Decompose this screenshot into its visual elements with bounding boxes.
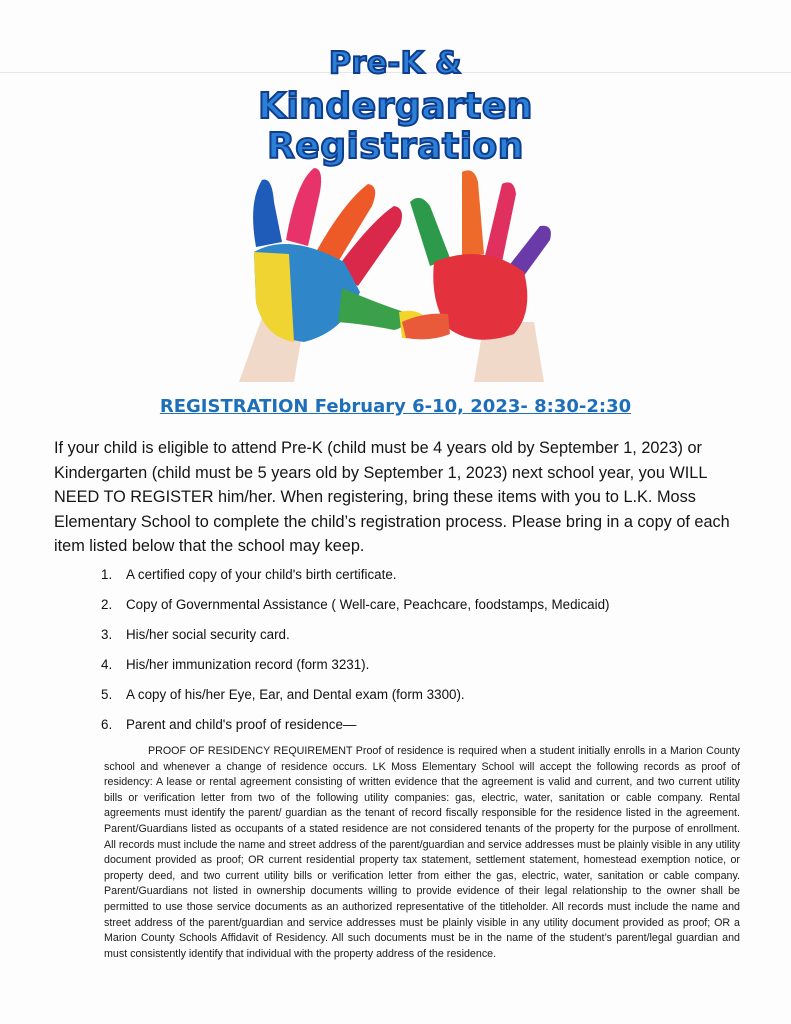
title-line-1: Pre-K & [329,46,462,81]
list-item: 2. Copy of Governmental Assistance ( Well-care, Peachcare, foodstamps, Medicaid) [101,595,741,625]
list-item: 4. His/her immunization record (form 3231). [101,655,741,685]
list-item-text: His/her immunization record (form 3231). [126,657,370,672]
list-item: 5. A copy of his/her Eye, Ear, and Dental exam (form 3300). [101,685,741,715]
title-line-2: Kindergarten [258,86,533,127]
right-hand [402,170,551,382]
list-item-text: Parent and child's proof of residence— [126,717,357,732]
list-item-text: A certified copy of your child's birth certificate. [126,567,397,582]
list-item: 3. His/her social security card. [101,625,741,655]
registration-dates-heading: REGISTRATION February 6-10, 2023- 8:30-2:30 [159,396,632,417]
list-item: 1. A certified copy of your child's birth certificate. [101,565,741,595]
list-item-text: His/her social security card. [126,627,290,642]
residency-text: PROOF OF RESIDENCY REQUIREMENT Proof of residence is required when a student initially enrolls in a Marion County school and whenever a change of residence occurs. LK Moss Elementary School will accept the following records as proof of residency: A lease or rental agreement consisting of written evidence that the agreement is valid and current, and two current utility bills or verification letter from two of the following utility companies: gas, electric, water, sanitation or cable company. Rental agreements must identify the parent/ guardian as the tenant of record fiscally responsible for the residence listed in the agreement. Parent/Guardians listed as occupants of a stated residence are not considered tenants of the property for the purpose of enrollment. All records must include the name and street address of the parent/guardian and service addresses must be plainly visible in any utility document provided as proof; OR current residential property tax statement, settlement statement, homestead exemption notice, or property deed, and two current utility bills or verification letter from either the gas, electric, water, sanitation or cable company. Parent/Guardians not listed in ownership documents willing to provide evidence of their legal relationship to the owner shall be permitted to use those service documents as an authorized representative of the titleholder. All records must include the name and street address of the parent/guardian and service addresses must be plainly visible in any utility document provided as proof; OR a Marion County Schools Affidavit of Residency. All such documents must be in the name of the student’s parent/legal guardian and must consistently identify that individual with the property address of the residence. [104,745,740,960]
list-item-text: Copy of Governmental Assistance ( Well-care, Peachcare, foodstamps, Medicaid) [126,597,610,612]
list-item: 6. Parent and child's proof of residence— [101,715,741,745]
title-line-3: Registration [267,126,524,167]
residency-requirement-paragraph [104,744,740,962]
painted-hands-illustration [234,162,564,382]
list-item-text: A copy of his/her Eye, Ear, and Dental exam (form 3300). [126,687,465,702]
requirements-list [101,565,741,745]
intro-paragraph: If your child is eligible to attend Pre-K (child must be 4 years old by September 1, 2023) or Kindergarten (child must be 5 years old by September 1, 2023) next school year, you WILL NEED TO REGISTER him/her. When registering, bring these items with you to L.K. Moss Elementary School to complete the child’s registration process. Please bring in a copy of each item listed below that the school may keep. [54,439,730,555]
left-hand [239,168,430,382]
